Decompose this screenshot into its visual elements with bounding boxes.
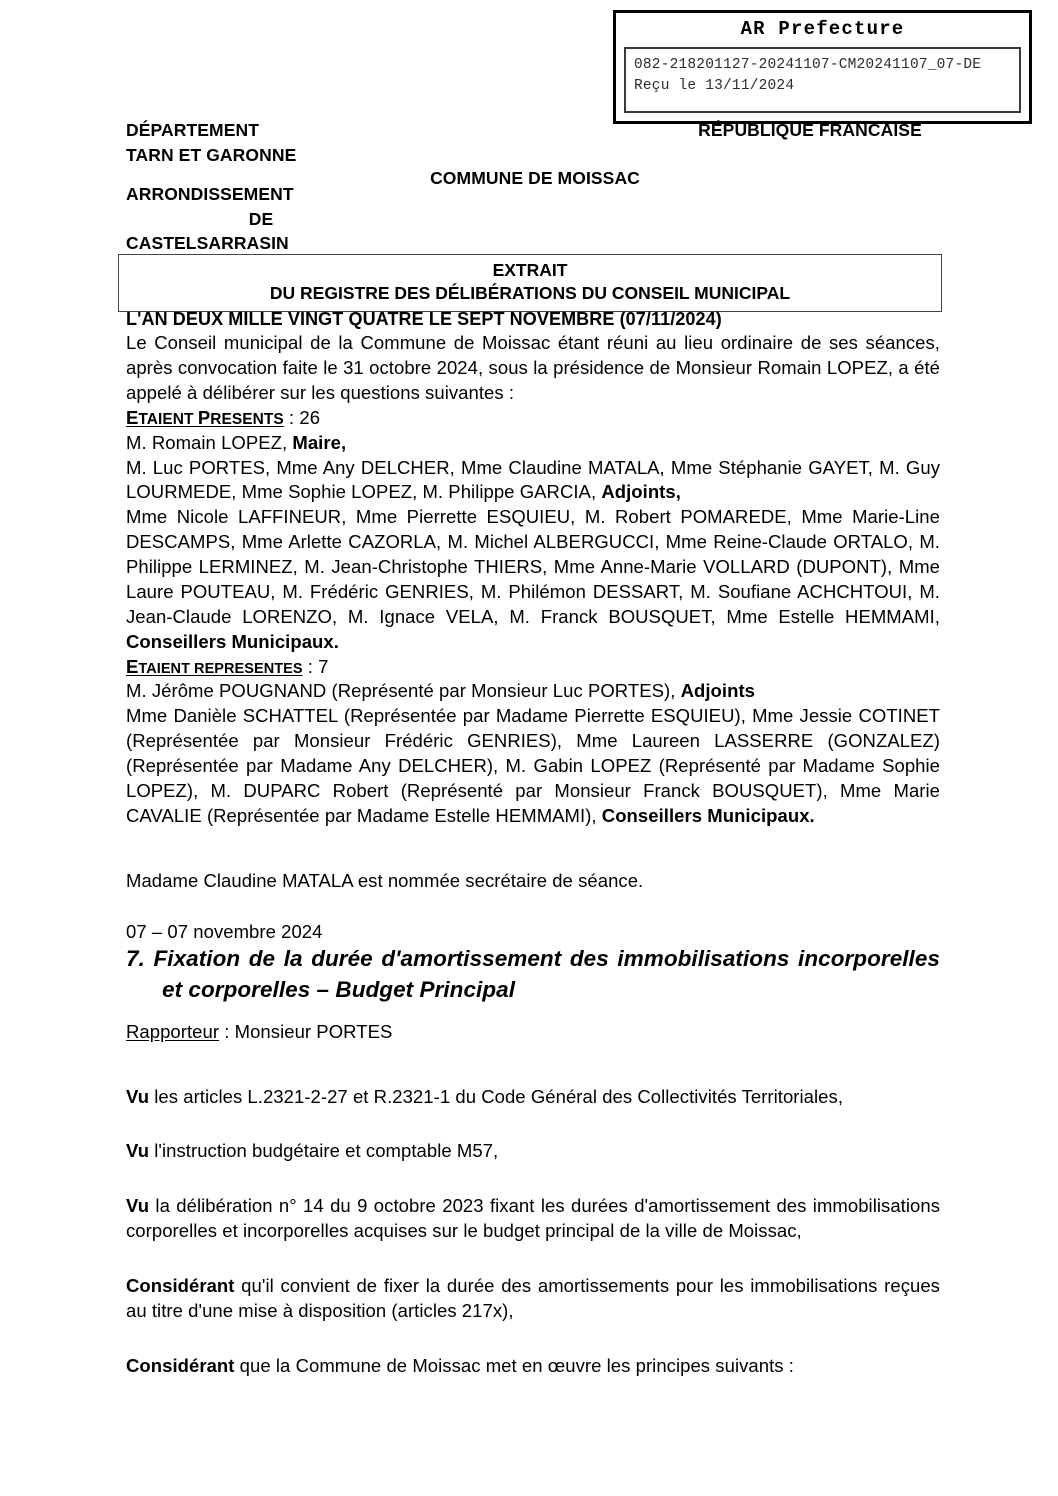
ar-stamp-reference: 082-218201127-20241107-CM20241107_07-DE <box>634 56 982 73</box>
convocation-paragraph: Le Conseil municipal de la Commune de Moissac étant réuni au lieu ordinaire de ses séances, après convocation faite le 31 octobre 2024, sous la présidence de Monsieur Romain LOPEZ, a été appelé à délibérer sur les questions suivantes : <box>126 332 940 403</box>
clause-prefix: Considérant <box>126 1275 235 1297</box>
adjoints-present-role: Adjoints, <box>601 481 681 503</box>
conseillers-present-role: Conseillers Municipaux. <box>126 630 339 652</box>
presents-count: : 26 <box>283 406 321 428</box>
ar-prefecture-stamp <box>613 10 1032 124</box>
conseillers-represented-line <box>126 704 940 828</box>
presents-heading-initial: E <box>126 406 139 428</box>
maire-role: Maire, <box>292 431 347 453</box>
represented-heading-body: TAIENT REPRESENTES <box>138 660 303 677</box>
clause-text: l'instruction budgétaire et comptable M57, <box>149 1140 499 1162</box>
spacer-before-deliberation <box>126 894 940 920</box>
arrondissement-name: CASTELSARRASIN <box>126 233 289 254</box>
clause-prefix: Vu <box>126 1140 150 1162</box>
rapporteur-label: Rapporteur <box>126 1020 220 1042</box>
session-date-title: L'AN DEUX MILLE VINGT QUATRE LE SEPT NOVEMBRE (07/11/2024) <box>126 309 722 329</box>
maire-name: M. Romain LOPEZ, <box>126 431 293 453</box>
clause-list <box>126 1085 940 1379</box>
spacer-before-secretary <box>126 829 940 869</box>
arrondissement-de: DE <box>248 208 274 229</box>
presents-heading-initial-2: P <box>197 406 211 428</box>
deliberation-title <box>126 944 940 1005</box>
commune-label: COMMUNE DE MOISSAC <box>430 168 640 188</box>
clause-paragraph <box>126 1274 940 1324</box>
document-body <box>126 307 940 1379</box>
adjoints-present-line <box>126 456 940 506</box>
presents-heading-body: TAIENT <box>138 410 198 428</box>
clause-text: les articles L.2321-2-27 et R.2321-1 du Code Général des Collectivités Territoriales, <box>149 1085 844 1107</box>
secretary-line: Madame Claudine MATALA est nommée secrétaire de séance. <box>126 869 644 891</box>
clause-prefix: Considérant <box>126 1354 235 1376</box>
departement-name: TARN ET GARONNE <box>126 144 297 165</box>
clause-text: qu'il convient de fixer la durée des amortissements pour les immobilisations reçues au titre d'une mise à disposition (articles 217x), <box>126 1275 940 1321</box>
rapporteur-line <box>126 1020 940 1045</box>
adjoints-represented-role: Adjoints <box>680 680 756 702</box>
spacer-before-rapporteur <box>126 1006 940 1020</box>
extrait-line-2: DU REGISTRE DES DÉLIBÉRATIONS DU CONSEIL MUNICIPAL <box>269 283 791 304</box>
clause-paragraph <box>126 1354 940 1379</box>
clause-text: la délibération n° 14 du 9 octobre 2023 fixant les durées d'amortissement des immobilisations corporelles et incorporelles acquises sur le budget principal de la ville de Moissac, <box>126 1195 940 1242</box>
extrait-title-box <box>118 254 942 312</box>
ar-stamp-received-date: Reçu le 13/11/2024 <box>634 77 795 94</box>
presents-heading-line <box>126 406 940 431</box>
clause-prefix: Vu <box>126 1085 150 1107</box>
clause-paragraph <box>126 1139 940 1164</box>
adjoints-present-names: M. Luc PORTES, Mme Any DELCHER, Mme Claudine MATALA, Mme Stéphanie GAYET, M. Guy LOURMEDE, Mme Sophie LOPEZ, M. Philippe GARCIA, <box>126 456 940 503</box>
spacer-before-clauses <box>126 1045 940 1085</box>
adjoints-represented-line <box>126 679 940 704</box>
ar-stamp-details <box>624 47 1021 113</box>
presents-heading <box>126 406 284 431</box>
represented-heading <box>126 655 303 680</box>
represented-count: : 7 <box>302 655 329 677</box>
document-header <box>0 118 1058 254</box>
conseillers-represented-names: Mme Danièle SCHATTEL (Représentée par Madame Pierrette ESQUIEU), Mme Jessie COTINET (Représentée par Monsieur Frédéric GENRIES), Mme Laureen LASSERRE (GONZALEZ) (Représentée par Madame Any DELCHER), M. Gabin LOPEZ (Représenté par Madame Sophie LOPEZ), M. DUPARC Robert (Représenté par Monsieur Franck BOUSQUET), Mme Marie CAVALIE (Représentée par Madame Estelle HEMMAMI), <box>126 705 940 826</box>
represented-heading-line <box>126 655 940 680</box>
deliberation-date-line: 07 – 07 novembre 2024 <box>126 920 323 942</box>
extrait-line-1: EXTRAIT <box>492 260 568 280</box>
represented-heading-initial: E <box>126 655 139 677</box>
departement-label: DÉPARTEMENT <box>126 120 259 140</box>
conseillers-present-names: Mme Nicole LAFFINEUR, Mme Pierrette ESQUIEU, M. Robert POMAREDE, Mme Marie-Line DESCAMPS, Mme Arlette CAZORLA, M. Michel ALBERGUCCI, Mme Reine-Claude ORTALO, M. Philippe LERMINEZ, M. Jean-Christophe THIERS, Mme Anne-Marie VOLLARD (DUPONT), Mme Laure POUTEAU, M. Frédéric GENRIES, M. Philémon DESSART, M. Soufiane ACHCHTOUI, M. Jean-Claude LORENZO, M. Ignace VELA, M. Franck BOUSQUET, Mme Estelle HEMMAMI, <box>126 506 940 627</box>
clause-paragraph <box>126 1194 940 1244</box>
deliberation-title-text: Fixation de la durée d'amortissement des immobilisations incorporelles et corporelles – Budget Principal <box>153 946 940 1003</box>
conseillers-represented-role: Conseillers Municipaux. <box>601 804 815 826</box>
clause-paragraph <box>126 1085 940 1110</box>
clause-text: que la Commune de Moissac met en œuvre les principes suivants : <box>234 1354 794 1376</box>
rapporteur-value: : Monsieur PORTES <box>219 1020 393 1042</box>
presents-heading-body-2: RESENTS <box>210 410 284 428</box>
clause-prefix: Vu <box>126 1195 150 1217</box>
conseillers-present-line <box>126 505 940 654</box>
maire-line <box>126 431 940 456</box>
ar-stamp-title: AR Prefecture <box>740 18 905 40</box>
deliberation-number: 7. <box>126 946 145 972</box>
republique-francaise-label: RÉPUBLIQUE FRANCAISE <box>698 120 922 140</box>
adjoints-represented-names: M. Jérôme POUGNAND (Représenté par Monsieur Luc PORTES), <box>126 680 681 702</box>
arrondissement-label: ARRONDISSEMENT <box>126 183 294 204</box>
